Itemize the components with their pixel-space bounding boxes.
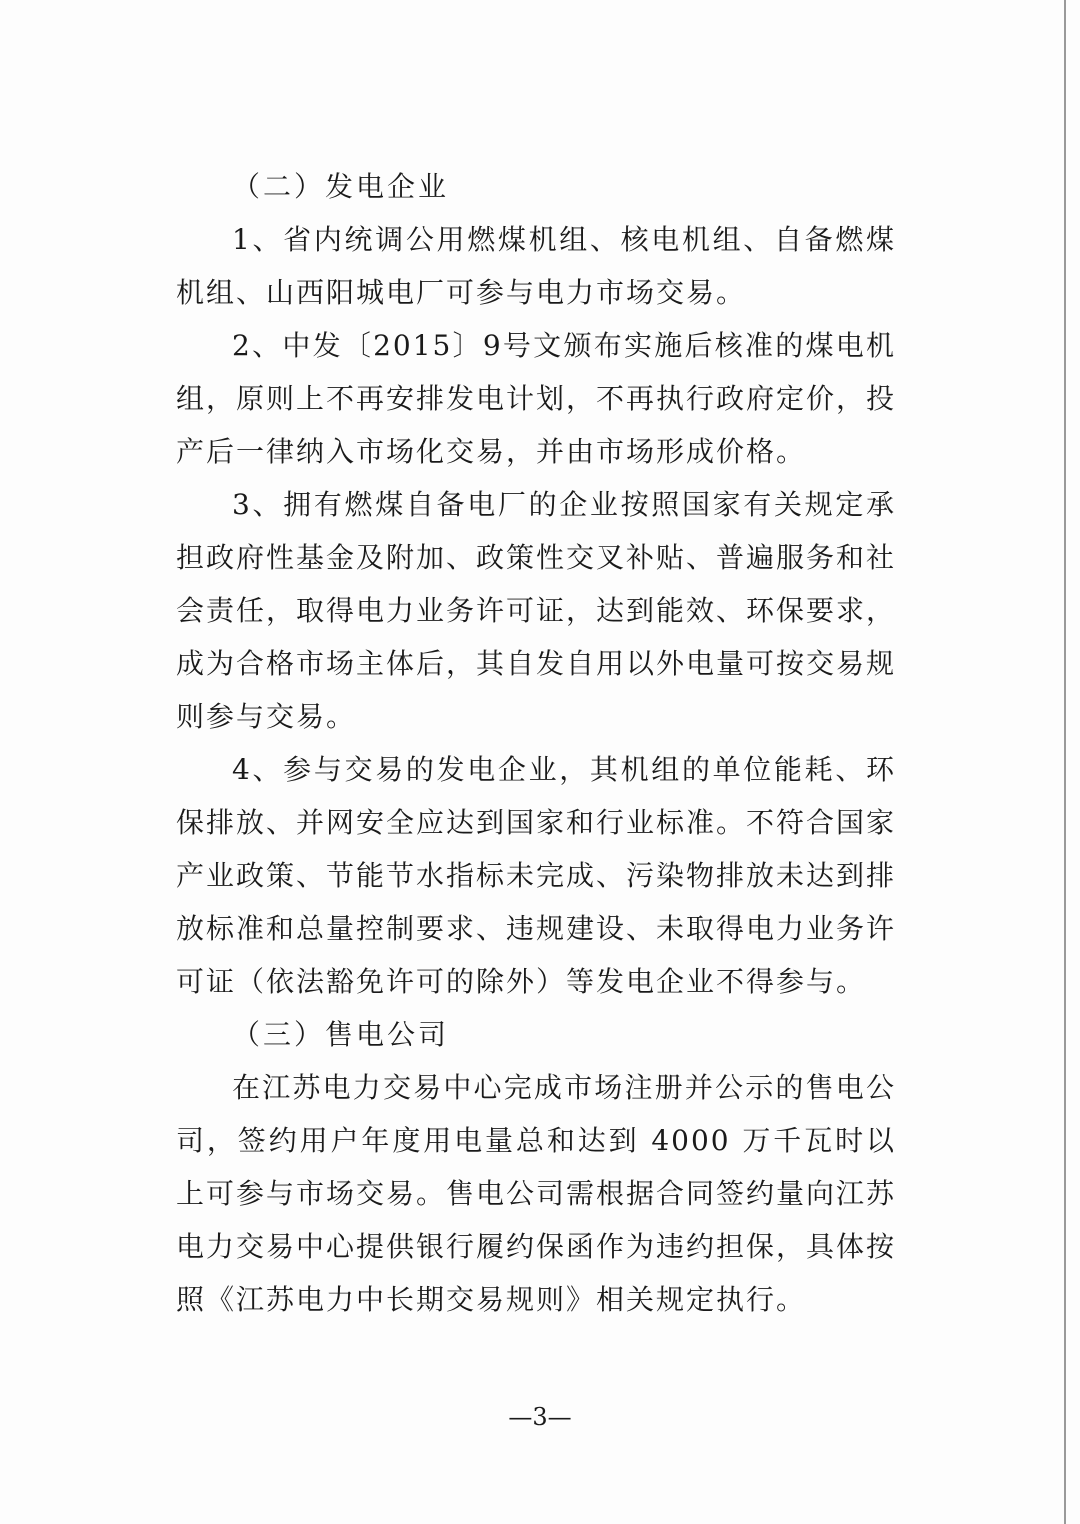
section-power-generation — [176, 160, 896, 1008]
section-heading: （三）售电公司 — [232, 1018, 450, 1051]
page-edge-line — [1064, 0, 1066, 1524]
section-heading: （二）发电企业 — [232, 170, 450, 203]
page-number: —3— — [508, 1403, 572, 1431]
paragraph: 3、拥有燃煤自备电厂的企业按照国家有关规定承担政府性基金及附加、政策性交叉补贴、普遍服务和社会责任，取得电力业务许可证，达到能效、环保要求，成为合格市场主体后，其自发自用以外电量可按交易规则参与交易。 — [176, 488, 897, 733]
document-body — [176, 160, 896, 1326]
paragraph: 在江苏电力交易中心完成市场注册并公示的售电公司，签约用户年度用电量总和达到 4000 万千瓦时以上可参与市场交易。售电公司需根据合同签约量向江苏电力交易中心提供银行履约保函作为违约担保，具体按照《江苏电力中长期交易规则》相关规定执行。 — [176, 1071, 897, 1316]
paragraph: 1、省内统调公用燃煤机组、核电机组、自备燃煤机组、山西阳城电厂可参与电力市场交易。 — [176, 223, 896, 309]
paragraph: 4、参与交易的发电企业，其机组的单位能耗、环保排放、并网安全应达到国家和行业标准。不符合国家产业政策、节能节水指标未完成、污染物排放未达到排放标准和总量控制要求、违规建设、未取得电力业务许可证（依法豁免许可的除外）等发电企业不得参与。 — [176, 753, 897, 998]
paragraph: 2、中发〔2015〕9号文颁布实施后核准的煤电机组，原则上不再安排发电计划，不再执行政府定价，投产后一律纳入市场化交易，并由市场形成价格。 — [176, 329, 897, 468]
section-electricity-retail — [176, 1008, 896, 1326]
